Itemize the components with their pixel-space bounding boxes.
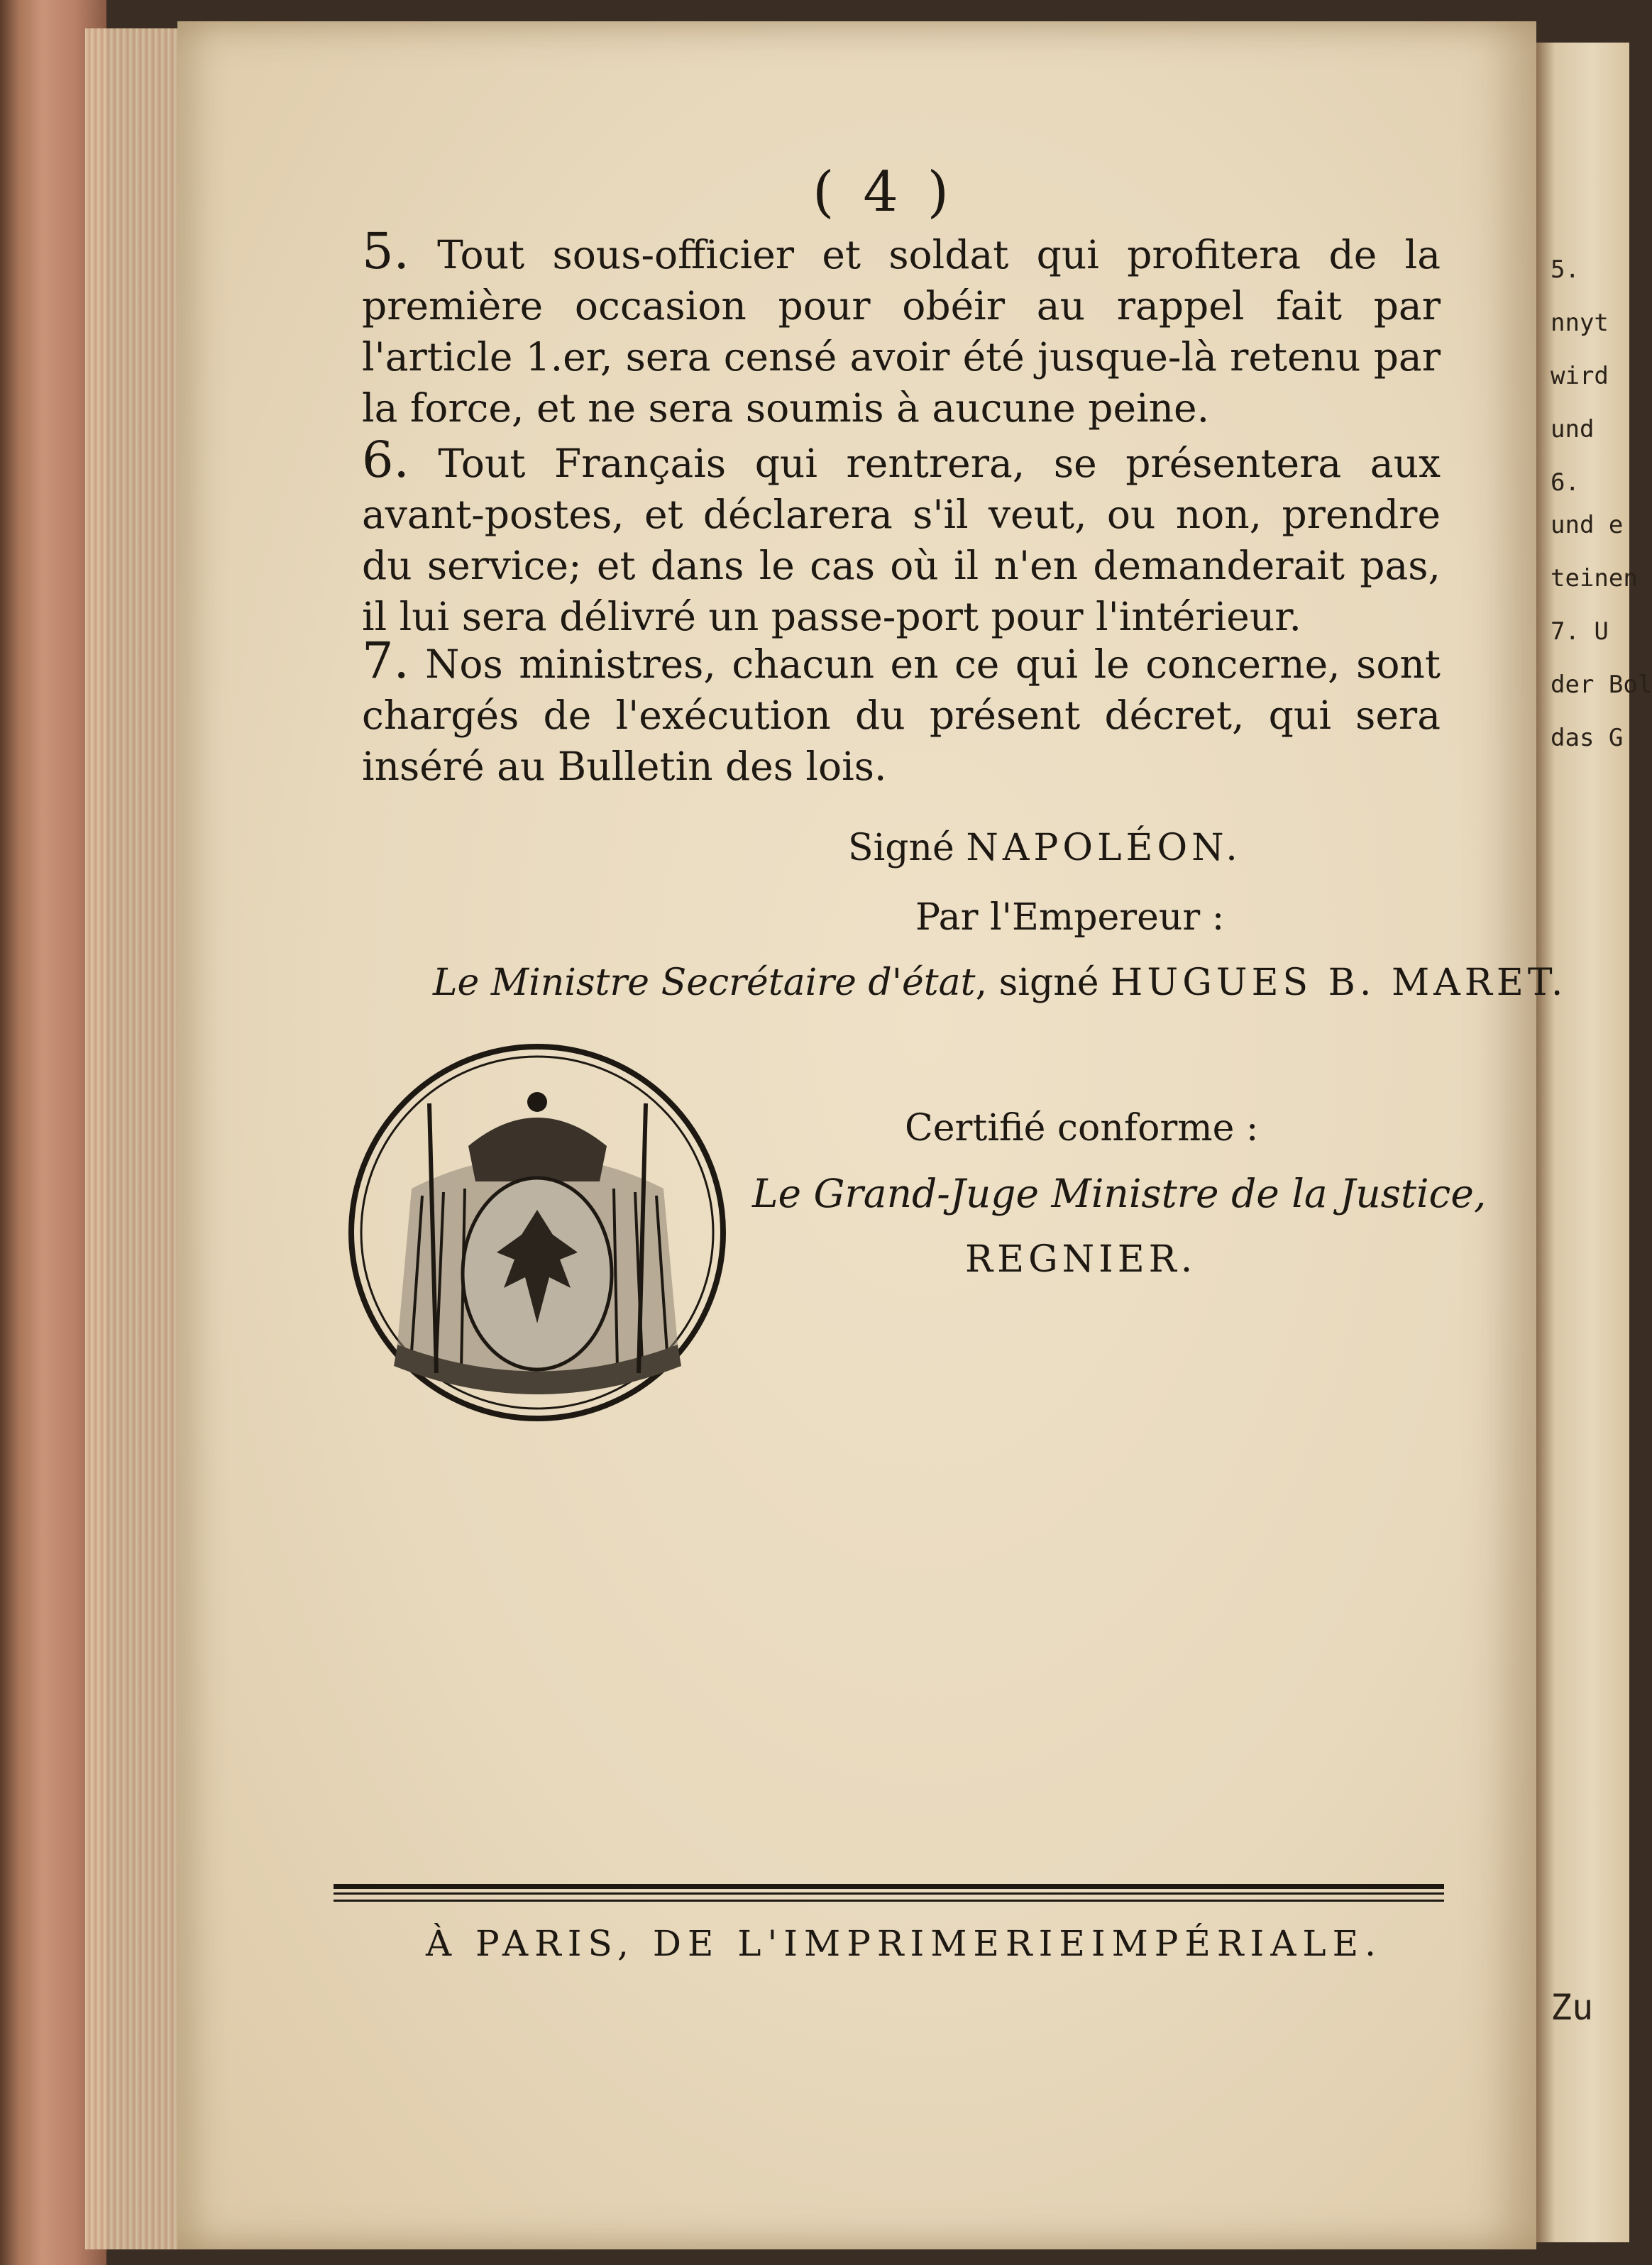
minister-signed: , signé [975, 961, 1099, 1004]
next-page-fragment: wird [1551, 362, 1609, 390]
minister-name: HUGUES B. MARET. [1111, 961, 1568, 1004]
article-text: Nos ministres, chacun en ce qui le concerne, sont chargés de l'exécution du présent décret, qui sera inséré au Bulletin des lois. [362, 641, 1441, 789]
next-page-fragment: 7. U [1551, 617, 1609, 646]
signed-napoleon [848, 827, 1242, 869]
next-page-fragment: der Bol [1551, 671, 1652, 699]
justice-title-text: Le Grand-Juge Ministre de la Justice, [752, 1171, 1487, 1216]
justice-title [752, 1171, 1486, 1216]
imprint: À PARIS, DE L'IMPRIMERIEIMPÉRIALE. [426, 1923, 1383, 1964]
article-text: Tout Français qui rentrera, se présentera aux avant-postes, et déclarera s'il veut, ou non, prendre du service; et dans le cas où il n'en demanderait pas, il lui sera délivré un passe-port pour l'intérieur. [362, 441, 1441, 639]
page-edges [85, 28, 192, 2249]
next-page-fragment: Zu [1551, 1987, 1594, 2028]
justice-name: REGNIER. [965, 1238, 1197, 1281]
next-page-fragment: teinen [1551, 564, 1638, 593]
imprint-rule-thin [334, 1892, 1444, 1895]
article-text: Tout sous-officier et soldat qui profitera de la première occasion pour obéir au rappel fait par l'article 1.er, sera censé avoir été jusque-là retenu par la force, et ne sera soumis à aucune peine. [362, 232, 1441, 431]
article-number: 6. [362, 431, 409, 489]
imperial-seal-icon [344, 1040, 731, 1426]
next-page-fragment: das G [1551, 724, 1624, 752]
article-number: 7. [362, 632, 409, 690]
next-page-fragment: und [1551, 415, 1595, 443]
next-page-fragment: 5. [1551, 255, 1580, 284]
imprint-rule-thick [334, 1884, 1444, 1889]
minister-title: Le Ministre Secrétaire d'état [433, 961, 976, 1004]
next-page-fragment: 6. [1551, 468, 1580, 497]
article-7 [362, 632, 1441, 792]
article-number: 5. [362, 222, 409, 280]
signed-label: Signé [848, 827, 954, 869]
next-page-fragment: nnyt [1551, 309, 1609, 337]
adjacent-page [1536, 43, 1652, 2242]
next-page-fragment: und e [1551, 511, 1624, 539]
by-emperor: Par l'Empereur : [915, 896, 1225, 939]
article-5 [362, 222, 1441, 434]
article-6 [362, 431, 1441, 642]
certified-label: Certifié conforme : [905, 1107, 1259, 1150]
signed-name: NAPOLÉON. [966, 827, 1242, 869]
page-number: ( 4 ) [813, 160, 955, 224]
imprint-rule-thin [334, 1900, 1444, 1902]
minister-line [433, 961, 1567, 1004]
